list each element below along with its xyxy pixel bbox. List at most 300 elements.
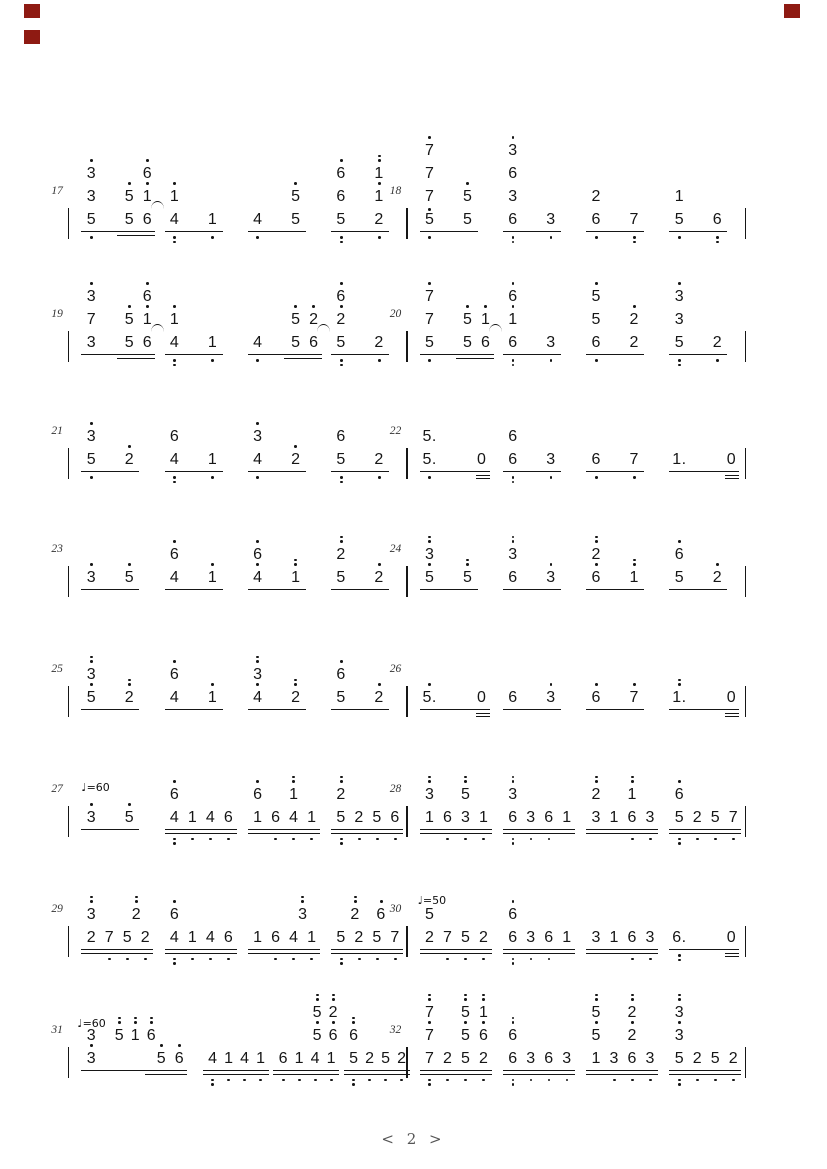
note-digit: 2 [131,906,142,923]
beam [165,589,223,590]
note-digit: 5 [710,809,721,826]
note-digit: 2 [336,786,346,803]
note-digit: 6 [278,1050,288,1067]
note-digit: 6 [336,288,346,305]
octave-dot [482,838,485,841]
measure-number: 30 [389,903,402,915]
note [81,808,101,827]
note [640,928,660,947]
note [586,333,606,352]
note-digit: 5 [124,809,135,826]
octave-dot [464,998,467,1001]
note-digit: 3 [86,288,97,305]
octave-dot [340,282,343,285]
octave-dot [178,1044,181,1047]
note [165,928,185,947]
note-digit: 3 [86,428,97,445]
note-digit: 3 [546,689,556,706]
beam [117,235,155,236]
note-digit: 1 [307,809,317,826]
note-digit: 2 [627,1004,637,1021]
note [119,450,139,469]
note [604,808,624,827]
upper-note [420,427,440,446]
beam [145,1074,187,1075]
system-6 [51,781,746,842]
upper-note [669,310,689,329]
note [165,333,185,352]
beat [586,450,655,470]
beam [284,358,322,359]
note-digit: 2 [712,569,723,586]
note-digit: 6 [328,1027,338,1044]
note-digit: 4 [289,929,299,946]
note-digit: 6 [169,546,180,563]
octave-dot [340,536,343,539]
note [541,333,561,352]
beat [81,568,150,588]
octave-dot [380,900,383,903]
note-digit: 2 [397,1050,407,1067]
octave-dot [340,838,343,841]
octave-dot [512,236,515,239]
beat [81,428,150,470]
note [203,568,223,587]
beat [165,546,234,588]
note-digit: 6 [508,165,518,182]
note-digit: 5 [336,211,346,228]
note-digit: 1 [508,311,518,328]
octave-dot [548,958,551,961]
note [165,808,185,827]
beam [81,949,153,950]
note-digit: 2 [354,929,364,946]
note-digit: 6 [591,689,601,706]
note [624,333,644,352]
octave-dot [678,998,681,1001]
note-digit: 4 [240,1050,250,1067]
upper-note [165,187,185,206]
measure-28 [389,783,745,828]
note [201,808,221,827]
note-digit: 3 [508,142,518,159]
beam [456,358,494,359]
beam [165,471,223,472]
octave-dot [294,683,297,686]
octave-dot [678,959,681,962]
note-digit: 3 [645,1050,655,1067]
note [539,808,559,827]
octave-dot [256,236,259,239]
note-digit: 5 [674,1050,685,1067]
beam [503,709,561,710]
octave-dot [274,838,277,841]
note [557,928,577,947]
note-digit: 6 [271,809,281,826]
octave-dot [512,1017,515,1020]
note [624,450,644,469]
beat [248,428,317,470]
note-digit: 7 [443,929,453,946]
note [669,688,689,707]
note [203,688,223,707]
upper-note [345,905,365,924]
octave-dot [227,1079,230,1082]
octave-dot [678,1079,681,1082]
note [541,450,561,469]
octave-dot [428,998,431,1001]
upper-note [456,785,476,804]
octave-dot [649,958,652,961]
octave-dot [256,660,259,663]
note-digit: 5. [422,451,437,468]
octave-dot [512,481,515,484]
octave-dot [298,1079,301,1082]
beam [669,589,727,590]
octave-dot [466,182,469,185]
beat [669,786,739,828]
beam [331,231,389,232]
upper-note [669,287,689,306]
note-digit: 5 [336,689,346,706]
beam [248,829,320,830]
note-digit: 6 [169,666,180,683]
note-digit: 6 [336,428,346,445]
beat [586,188,655,230]
note [669,808,689,827]
octave-dot [428,208,431,211]
octave-dot [90,896,93,899]
note [81,928,101,947]
note [541,688,561,707]
octave-dot [314,1079,317,1082]
note [705,808,725,827]
note [81,568,101,587]
octave-dot [294,563,297,566]
note-digit: 4 [253,451,263,468]
note [586,688,606,707]
note-digit: 5 [463,211,473,228]
system-4 [51,543,746,602]
upper-note [165,665,185,684]
upper-note [165,427,185,446]
note-digit: 6 [223,929,234,946]
octave-dot [354,900,357,903]
note-digit: 1 [481,311,491,328]
note-digit: 6 [142,288,153,305]
note-digit: 2 [140,929,151,946]
octave-dot [128,445,131,448]
note [723,1049,743,1068]
beam [476,713,490,714]
upper-note [624,310,644,329]
barline [745,208,746,239]
beam [248,231,306,232]
note [503,333,523,352]
upper-note [331,287,351,306]
upper-note [586,287,606,306]
note-digit: 7 [104,929,115,946]
system-2 [51,288,746,367]
upper-note [586,187,606,206]
beam [273,1074,339,1075]
octave-dot [512,900,515,903]
beam [420,949,492,950]
note-digit: 1 [207,569,218,586]
note-digit: 3 [425,786,435,803]
upper-note [323,1003,343,1022]
octave-dot [282,1079,285,1082]
note-digit: 3 [86,1050,97,1067]
upper-note [81,665,101,684]
beam [669,829,741,830]
note [420,808,440,827]
note [503,1049,523,1068]
note [369,688,389,707]
upper-note [141,1026,161,1045]
beat [420,142,489,230]
beam [81,1070,187,1071]
note [604,1049,624,1068]
note-digit: 2 [328,1004,338,1021]
beat [165,786,234,828]
octave-dot [378,359,381,362]
note-digit: 4 [169,334,180,351]
beam [420,1074,492,1075]
note-digit: 1 [591,1050,601,1067]
note-digit: 2 [629,311,639,328]
beat [81,808,150,828]
octave-dot [484,305,487,308]
upper-note [165,785,185,804]
beat [586,688,655,708]
octave-dot [316,998,319,1001]
note [669,210,689,229]
octave-dot [512,241,515,244]
octave-dot [631,1079,634,1082]
octave-dot [332,998,335,1001]
note [503,688,523,707]
octave-dot [512,1083,515,1086]
measure-number: 31 [51,1024,63,1036]
note-digit: 2 [350,906,360,923]
measure-24 [389,543,745,588]
note-digit: 7 [425,288,435,305]
octave-dot [550,359,553,362]
system-1 [51,142,746,244]
beam [420,589,478,590]
note-digit: 5 [425,334,435,351]
measure-20 [389,288,745,353]
note-digit: 6 [508,906,518,923]
octave-dot [595,476,598,479]
octave-dot [512,476,515,479]
measure-25 [51,663,406,708]
note-digit: 5 [291,311,301,328]
upper-note [81,427,101,446]
note [622,808,642,827]
upper-note [420,1026,440,1045]
note-digit: 6 [712,211,723,228]
note [474,928,494,947]
octave-dot [90,422,93,425]
upper-note [420,1003,440,1022]
tie-arc [317,324,330,332]
note-digit: 6 [591,569,601,586]
octave-dot [550,476,553,479]
octave-dot [90,900,93,903]
beam [165,354,223,355]
octave-dot [90,656,93,659]
beam [725,478,739,479]
beam [420,833,492,834]
note-digit: 1 [609,929,619,946]
octave-dot [340,958,343,961]
beam [725,953,739,954]
octave-dot [394,958,397,961]
beat [503,288,572,353]
octave-dot [678,540,681,543]
note-digit: 3 [508,188,518,205]
beat [420,546,489,588]
beat [503,786,572,828]
note-digit: 4 [310,1050,320,1067]
note [203,210,223,229]
note-digit: 3 [86,569,97,586]
note-digit: 6 [508,1027,518,1044]
note-digit: 1 [674,188,685,205]
octave-dot [340,476,343,479]
note-digit: 3 [86,188,97,205]
note-digit: 2 [692,809,703,826]
beam [476,475,490,476]
octave-dot [595,536,598,539]
octave-dot [211,476,214,479]
octave-dot [330,1079,333,1082]
note [331,928,351,947]
note [248,688,268,707]
upper-note [331,785,351,804]
note-digit: 5. [422,428,437,445]
note-digit: 5 [461,929,471,946]
beat [586,928,655,948]
note [476,333,496,352]
note [420,1049,440,1068]
beam [81,829,139,830]
beam [503,1070,575,1071]
note-digit: 2 [712,334,723,351]
upper-note [137,287,157,306]
beam [117,358,155,359]
note-digit: 6 [508,428,518,445]
octave-dot [633,241,636,244]
note [369,210,389,229]
note-digit: 4 [169,809,180,826]
beam [248,589,306,590]
beam [586,953,658,954]
note [248,333,268,352]
note-digit: 1 [307,929,317,946]
note-digit: 6 [142,165,153,182]
note-digit: 5 [124,188,135,205]
note [604,928,624,947]
note [721,928,741,947]
note-digit: 5 [291,211,301,228]
note-digit: 3 [86,906,97,923]
barline [745,806,746,837]
beam [248,833,320,834]
octave-dot [332,994,335,997]
system-7 [51,894,746,962]
upper-note [344,1026,364,1045]
upper-note [420,187,440,206]
octave-dot [446,1079,449,1082]
upper-note [669,1003,689,1022]
note-digit: 1 [169,311,180,328]
octave-dot [173,780,176,783]
beam [248,949,320,950]
octave-dot [512,359,515,362]
beam [81,471,139,472]
note-digit: 4 [169,689,180,706]
note [458,568,478,587]
note [201,928,221,947]
note [420,688,440,707]
octave-dot [428,136,431,139]
beat [248,188,317,230]
note-digit: 0 [726,689,737,706]
upper-note [503,164,523,183]
octave-dot [301,896,304,899]
octave-dot [696,1079,699,1082]
octave-dot [633,563,636,566]
note-digit: 2 [291,451,301,468]
octave-dot [128,683,131,686]
beam [273,1070,339,1071]
beat [331,666,400,708]
upper-note [458,187,478,206]
octave-dot [633,476,636,479]
note-digit: 5 [114,1027,125,1044]
octave-dot [512,540,515,543]
octave-dot [340,660,343,663]
note [81,450,101,469]
note [119,688,139,707]
octave-dot [649,838,652,841]
beam [248,709,306,710]
tie-arc [151,201,164,209]
measure-number: 28 [389,783,402,795]
note [367,808,387,827]
note-digit: 2 [728,1050,739,1067]
note-digit: 6 [627,809,637,826]
octave-dot [550,236,553,239]
note [456,808,476,827]
note-digit: 7 [425,311,435,328]
note [135,928,155,947]
note-digit: 5 [381,1050,391,1067]
note-digit: 3 [674,1004,685,1021]
octave-dot [512,962,515,965]
octave-dot [512,136,515,139]
octave-dot [126,958,129,961]
beam [503,833,575,834]
note [438,928,458,947]
note-digit: 6 [309,334,319,351]
note [165,210,185,229]
beam [586,1070,658,1071]
note [331,688,351,707]
